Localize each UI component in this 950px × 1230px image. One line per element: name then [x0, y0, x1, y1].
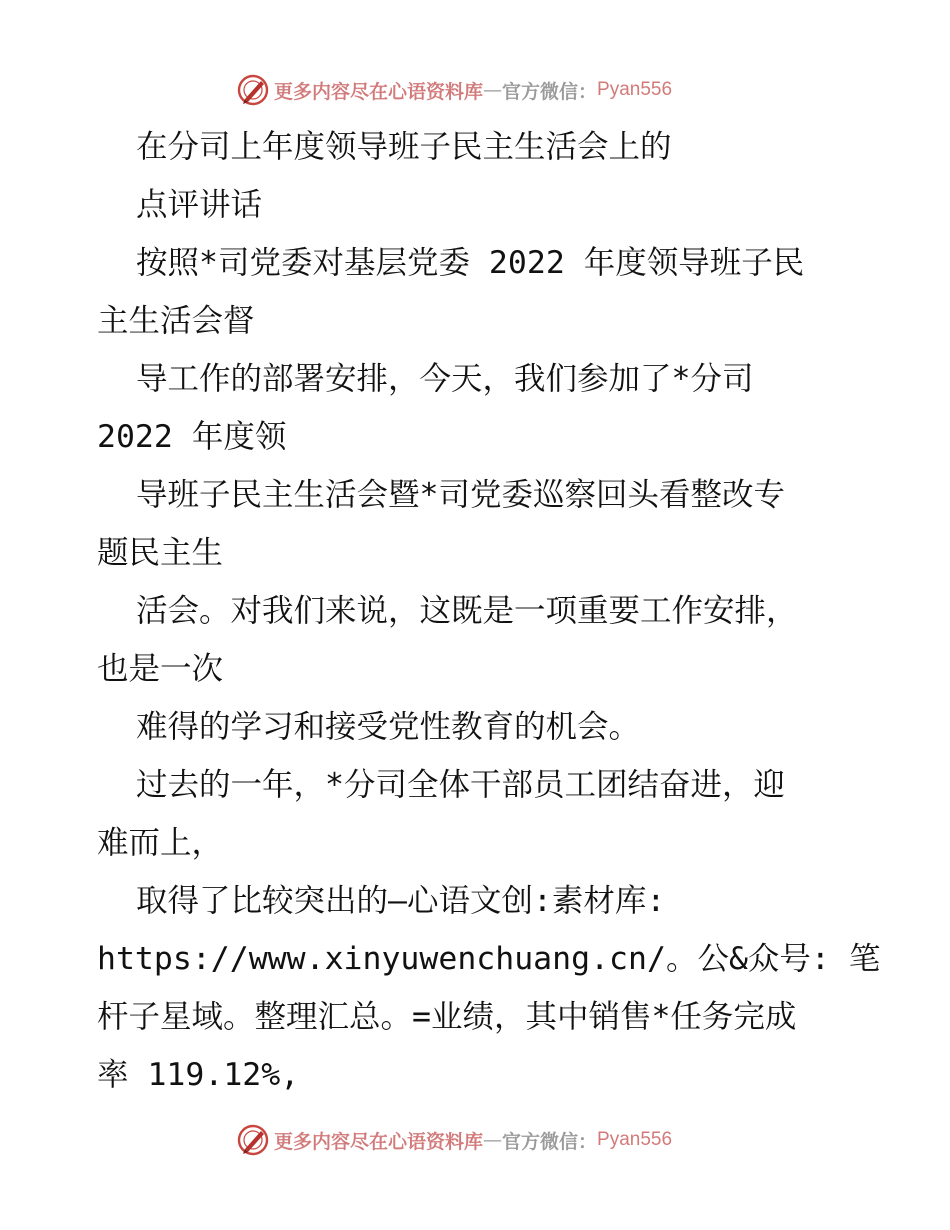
watermark-wechat-label: 官方微信：: [502, 1130, 598, 1153]
footer-watermark: [236, 1120, 672, 1160]
text-line: 2022 年度领: [97, 419, 287, 455]
watermark-wechat-id: Pyan556: [597, 1129, 673, 1150]
watermark-main-text: 更多内容尽在心语资料库: [274, 1130, 484, 1153]
text-line: 杆子星域。整理汇总。=业绩，其中销售*任务完成: [97, 999, 797, 1035]
text-line: 导班子民主生活会暨*司党委巡察回头看整改专: [136, 477, 785, 513]
watermark-wechat-id: Pyan556: [597, 79, 673, 100]
watermark-main-text: 更多内容尽在心语资料库: [274, 80, 484, 103]
text-line: 主生活会督: [97, 303, 255, 339]
text-line: 取得了比较突出的—心语文创:素材库:: [136, 883, 666, 919]
text-line: 也是一次: [97, 651, 224, 687]
pen-logo-icon: [236, 1123, 270, 1157]
text-line: 率 119.12%,: [97, 1057, 300, 1093]
text-line: 难而上，: [97, 825, 224, 861]
pen-logo-icon: [236, 73, 270, 107]
watermark-wechat-label: 官方微信：: [502, 80, 598, 103]
text-line: 导工作的部署安排，今天，我们参加了*分司: [136, 361, 754, 397]
text-line: 活会。对我们来说，这既是一项重要工作安排，: [136, 593, 798, 629]
text-line: 按照*司党委对基层党委 2022 年度领导班子民: [136, 245, 805, 281]
title-line: 在分司上年度领导班子民主生活会上的: [136, 129, 672, 165]
text-line: https://www.xinyuwenchuang.cn/。公&众号: 笔: [97, 941, 881, 977]
text-line: 难得的学习和接受党性教育的机会。: [136, 709, 641, 745]
watermark-separator: —: [483, 1129, 503, 1151]
watermark-separator: —: [483, 79, 503, 101]
document-body: [97, 118, 881, 1104]
text-line: 题民主生: [97, 535, 224, 571]
title-line: 点评讲话: [136, 187, 263, 223]
header-watermark: [236, 70, 672, 110]
text-line: 过去的一年，*分司全体干部员工团结奋进，迎: [136, 767, 785, 803]
